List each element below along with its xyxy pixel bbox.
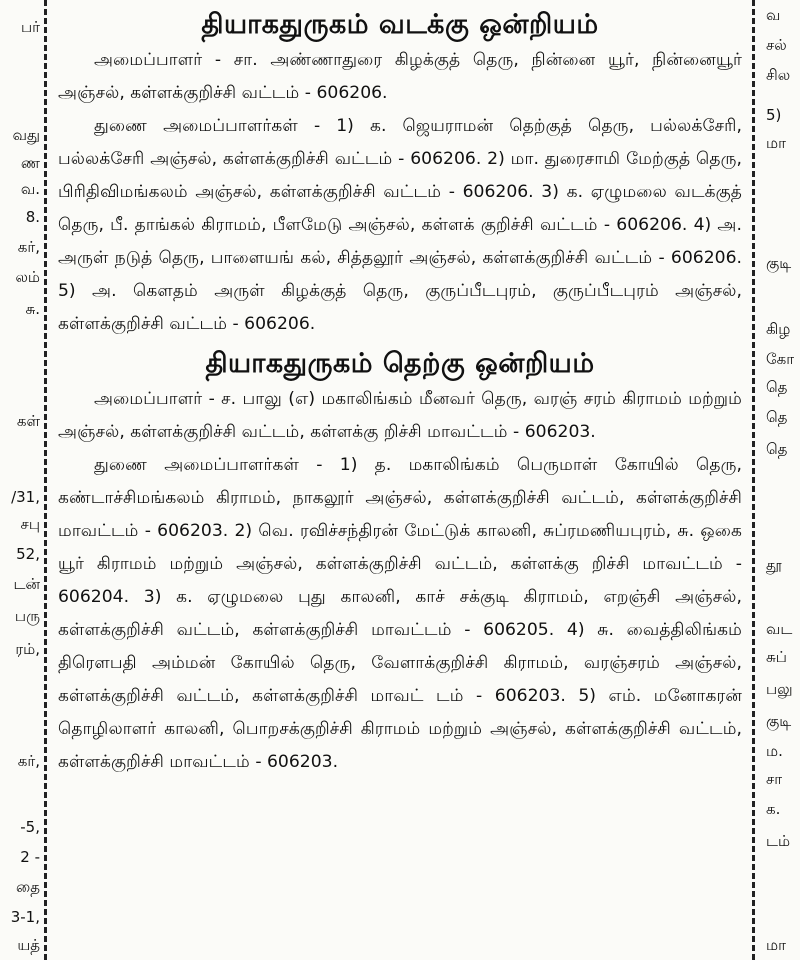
right-fragment: 5) (766, 106, 782, 124)
left-fragment: வ. (20, 180, 40, 198)
right-fragment: சா (766, 770, 783, 788)
top-rule (58, 0, 742, 4)
left-fragment: 8. (25, 208, 40, 226)
left-fragment: ண (20, 154, 40, 172)
main-article-column (58, 0, 742, 960)
left-fragment: 52, (16, 545, 40, 563)
left-fragment: டன் (13, 575, 40, 593)
right-column-fragments (762, 0, 800, 960)
right-fragment: பலு (766, 680, 793, 698)
left-fragment: கள் (16, 412, 40, 430)
right-fragment: க. (766, 800, 781, 818)
right-fragment: சுப் (766, 648, 787, 666)
left-fragment: கர், (17, 752, 40, 770)
right-fragment: டம் (766, 832, 791, 850)
right-fragment: கிழ (766, 320, 791, 338)
left-fragment: -5, (20, 818, 40, 836)
deputy-organizers-paragraph: துணை அமைப்பாளர்கள் - 1) த. மகாலிங்கம் பெருமாள் கோயில் தெரு, கண்டாச்சிமங்கலம் கிராமம், நாகலூர் அஞ்சல், கள்ளக்குறிச்சி வட்டம், கள்ளக்குறிச்சி மாவட்டம் - 606203. 2) வெ. ரவிச்சந்திரன் மேட்டுக் காலனி, சுப்ரமணியபுரம், சு. ஒகை யூர் கிராமம் மற்றும் அஞ்சல், கள்ளக்குறிச்சி வட்டம், கள்ளக்கு றிச்சி மாவட்டம் - 606204. 3) க. ஏழுமலை புது காலனி, காச் சக்குடி கிராமம், எறஞ்சி அஞ்சல், கள்ளக்குறிச்சி வட்டம், கள்ளக்குறிச்சி மாவட்டம் - 606205. 4) சு. வைத்திலிங்கம் திரௌபதி அம்மன் கோயில் தெரு, வேளாக்குறிச்சி கிராமம், வரஞ்சரம் அஞ்சல், கள்ளக்குறிச்சி வட்டம், கள்ளக்குறிச்சி மாவட் டம் - 606203. 5) எம். மனோகரன் தொழிலாளர் காலனி, பொறசக்குறிச்சி கிராமம் மற்றும் அஞ்சல், கள்ளக்குறிச்சி வட்டம், கள்ளக்குறிச்சி மாவட்டம் - 606203. (58, 455, 742, 772)
right-fragment: தூ (766, 556, 782, 574)
left-fragment: /31, (11, 488, 40, 506)
right-fragment: தெ (766, 440, 788, 458)
right-fragment: ம. (766, 742, 783, 760)
right-fragment: வ (766, 6, 781, 24)
left-fragment: கர், (17, 238, 40, 256)
left-fragment: பர் (21, 18, 40, 36)
organizer-paragraph: அமைப்பாளர் - சா. அண்ணாதுரை கிழக்குத் தெரு, நின்னை யூர், நின்னையூர் அஞ்சல், கள்ளக்குறிச்சி வட்டம் - 606206. (58, 50, 742, 103)
left-column-fragments (0, 0, 44, 960)
left-fragment: யத் (17, 936, 40, 954)
left-fragment: பரு (14, 607, 40, 625)
section-heading: தியாகதுருகம் வடக்கு ஒன்றியம் (201, 9, 599, 40)
right-fragment: மா (766, 936, 786, 954)
right-fragment: கோ (766, 350, 795, 368)
right-fragment: தெ (766, 378, 788, 396)
right-fragment: தெ (766, 408, 788, 426)
left-column-divider (44, 0, 47, 960)
left-fragment: தை (16, 878, 40, 896)
left-fragment: வது (12, 126, 40, 144)
right-fragment: சில (766, 66, 791, 84)
right-fragment: வட (766, 620, 793, 638)
right-fragment: குடி (766, 712, 792, 730)
section-heading: தியாகதுருகம் தெற்கு ஒன்றியம் (205, 348, 595, 379)
right-column-divider (752, 0, 755, 960)
left-fragment: 3-1, (10, 908, 40, 926)
next-heading-partial (58, 950, 742, 960)
left-fragment: சு. (25, 300, 40, 318)
left-fragment: சபு (20, 515, 40, 533)
left-fragment: 2 - (20, 848, 40, 866)
right-fragment: மா (766, 134, 786, 152)
deputy-organizers-paragraph: துணை அமைப்பாளர்கள் - 1) க. ஜெயராமன் தெற்குத் தெரு, பல்லக்சேரி, பல்லக்சேரி அஞ்சல், கள்ளக்குறிச்சி வட்டம் - 606206. 2) மா. துரைசாமி மேற்குத் தெரு, பிரிதிவிமங்கலம் அஞ்சல், கள்ளக்குறிச்சி வட்டம் - 606206. 3) க. ஏழுமலை வடக்குத் தெரு, பீ. தாங்கல் கிராமம், பீளமேடு அஞ்சல், கள்ளக் குறிச்சி வட்டம் - 606206. 4) அ. அருள் நடுத் தெரு, பாளையங் கல், சித்தலூர் அஞ்சல், கள்ளக்குறிச்சி வட்டம் - 606206. 5) அ. கௌதம் அருள் கிழக்குத் தெரு, குருப்பீடபுரம், குருப்பீடபுரம் அஞ்சல், கள்ளக்குறிச்சி வட்டம் - 606206. (58, 116, 742, 334)
right-fragment: குடி (766, 254, 792, 272)
organizer-paragraph: அமைப்பாளர் - ச. பாலு (எ) மகாலிங்கம் மீனவர் தெரு, வரஞ் சரம் கிராமம் மற்றும் அஞ்சல், கள்ளக்குறிச்சி வட்டம், கள்ளக்கு றிச்சி மாவட்டம் - 606203. (58, 389, 742, 442)
right-fragment: சல் (766, 36, 787, 54)
left-fragment: ரம், (15, 640, 40, 658)
left-fragment: லம் (15, 268, 40, 286)
